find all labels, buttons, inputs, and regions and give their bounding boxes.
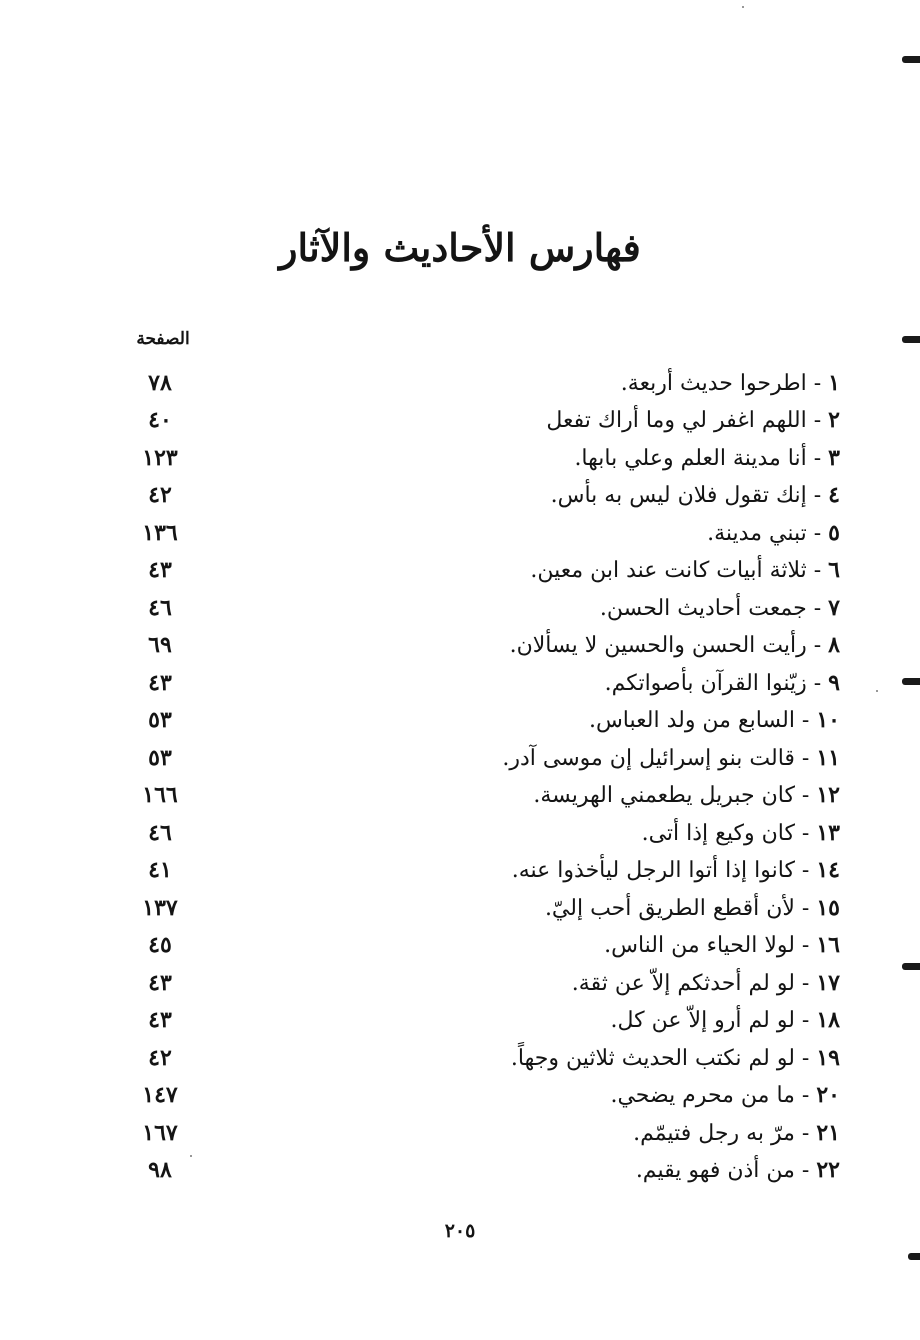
entry-number: ٢١ <box>816 1119 840 1146</box>
page-number-footer: ٢٠٥ <box>444 1220 476 1242</box>
entry-separator: - <box>794 1158 817 1184</box>
entry-number: ١٨ <box>816 1007 840 1034</box>
index-entry <box>110 1114 840 1152</box>
entry-line <box>210 370 840 396</box>
entry-text: كان وكيع إذا أتى. <box>641 820 795 846</box>
entry-number: ٣ <box>828 444 840 471</box>
entry-number: ٥ <box>828 519 840 546</box>
entry-line <box>210 1007 840 1033</box>
index-entry <box>110 739 840 777</box>
scan-speck <box>190 1155 192 1157</box>
index-entry <box>110 702 840 740</box>
page-title: فهارس الأحاديث والآثار <box>279 225 641 270</box>
entry-number: ١٣ <box>816 819 840 846</box>
entry-line <box>210 932 840 958</box>
index-entry <box>110 589 840 627</box>
entry-line <box>210 1120 840 1146</box>
entry-text: أنا مدينة العلم وعلي بابها. <box>574 445 807 471</box>
entry-separator: - <box>806 408 829 434</box>
edge-mark <box>908 1253 920 1260</box>
entry-page-number: ٤٠ <box>148 407 172 434</box>
entry-page-number: ٥٣ <box>148 707 172 734</box>
index-entry <box>110 777 840 815</box>
entry-text: لو لم أحدثكم إلاّ عن ثقة. <box>571 970 795 996</box>
entry-line <box>210 895 840 921</box>
index-entry <box>110 514 840 552</box>
entry-line <box>210 407 840 433</box>
edge-mark <box>902 56 920 63</box>
entry-number: ٢٢ <box>816 1157 840 1184</box>
index-entry <box>110 477 840 515</box>
entry-number: ١١ <box>816 744 840 771</box>
edge-mark <box>902 336 920 343</box>
entry-page-number: ٥٣ <box>148 744 172 771</box>
entry-separator: - <box>806 370 829 396</box>
entry-line <box>210 595 840 621</box>
index-entry <box>110 402 840 440</box>
entry-number: ٧ <box>828 594 840 621</box>
edge-mark <box>902 963 920 970</box>
entry-page-number: ١٤٧ <box>142 1082 178 1109</box>
scan-speck <box>742 6 744 8</box>
entry-page-number: ٩٨ <box>148 1157 172 1184</box>
page-column-header: الصفحة <box>136 329 190 349</box>
index-entry <box>110 1077 840 1115</box>
index-list <box>110 364 840 1189</box>
entry-number: ٢ <box>828 407 840 434</box>
entry-line <box>210 1082 840 1108</box>
entry-page-number: ٤٢ <box>148 1044 172 1071</box>
index-entry <box>110 1039 840 1077</box>
index-entry <box>110 627 840 665</box>
entry-text: جمعت أحاديث الحسن. <box>599 595 807 621</box>
entry-number: ١٠ <box>816 707 840 734</box>
index-entry <box>110 927 840 965</box>
index-entry <box>110 814 840 852</box>
entry-separator: - <box>794 1008 817 1034</box>
entry-page-number: ٤٥ <box>148 932 172 959</box>
entry-text: مرّ به رجل فتيمّم. <box>633 1120 795 1146</box>
entry-separator: - <box>794 783 817 809</box>
entry-separator: - <box>794 708 817 734</box>
index-entry <box>110 364 840 402</box>
entry-page-number: ٤٣ <box>148 669 172 696</box>
entry-line <box>210 1157 840 1183</box>
index-entry <box>110 552 840 590</box>
entry-separator: - <box>806 445 829 471</box>
index-entry <box>110 439 840 477</box>
entry-number: ٢٠ <box>816 1082 840 1109</box>
entry-separator: - <box>794 895 817 921</box>
entry-text: السابع من ولد العباس. <box>588 708 795 734</box>
entry-text: ثلاثة أبيات كانت عند ابن معين. <box>530 558 807 584</box>
entry-line <box>210 482 840 508</box>
entry-separator: - <box>794 858 817 884</box>
entry-separator: - <box>806 595 829 621</box>
entry-line <box>210 632 840 658</box>
entry-line <box>210 520 840 546</box>
entry-line <box>210 782 840 808</box>
entry-page-number: ٧٨ <box>148 369 172 396</box>
entry-text: لو لم نكتب الحديث ثلاثين وجهاً. <box>510 1045 795 1071</box>
index-entry <box>110 1002 840 1040</box>
entry-text: لأن أقطع الطريق أحب إليّ. <box>544 895 795 921</box>
entry-separator: - <box>794 933 817 959</box>
entry-page-number: ٤٦ <box>148 819 172 846</box>
scan-speck <box>876 690 878 692</box>
entry-number: ١٩ <box>816 1044 840 1071</box>
entry-separator: - <box>806 520 829 546</box>
entry-line <box>210 857 840 883</box>
entry-separator: - <box>806 670 829 696</box>
entry-page-number: ٤١ <box>148 857 172 884</box>
entry-number: ١٤ <box>816 857 840 884</box>
edge-mark <box>902 678 920 685</box>
entry-number: ٦ <box>828 557 840 584</box>
entry-text: زيّنوا القرآن بأصواتكم. <box>604 670 807 696</box>
entry-text: ما من محرم يضحي. <box>610 1083 795 1109</box>
entry-line <box>210 707 840 733</box>
index-entry <box>110 852 840 890</box>
index-entry <box>110 664 840 702</box>
entry-separator: - <box>794 1045 817 1071</box>
entry-text: من أذن فهو يقيم. <box>635 1158 795 1184</box>
entry-separator: - <box>806 483 829 509</box>
entry-text: تبني مدينة. <box>707 520 807 546</box>
entry-number: ٩ <box>828 669 840 696</box>
entry-page-number: ٦٩ <box>148 632 172 659</box>
entry-text: كان جبريل يطعمني الهريسة. <box>533 783 795 809</box>
entry-page-number: ٤٢ <box>148 482 172 509</box>
entry-number: ١٥ <box>816 894 840 921</box>
entry-line <box>210 970 840 996</box>
entry-text: اللهم اغفر لي وما أراك تفعل <box>546 408 807 434</box>
entry-text: كانوا إذا أتوا الرجل ليأخذوا عنه. <box>511 858 795 884</box>
entry-page-number: ١٦٦ <box>142 782 178 809</box>
entry-line <box>210 557 840 583</box>
entry-separator: - <box>806 633 829 659</box>
entry-separator: - <box>794 745 817 771</box>
entry-text: لو لم أرو إلاّ عن كل. <box>610 1008 795 1034</box>
entry-line <box>210 745 840 771</box>
entry-separator: - <box>794 970 817 996</box>
entry-text: قالت بنو إسرائيل إن موسى آدر. <box>502 745 795 771</box>
entry-page-number: ١٣٧ <box>142 894 178 921</box>
entry-line <box>210 670 840 696</box>
entry-number: ١٧ <box>816 969 840 996</box>
entry-number: ١٦ <box>816 932 840 959</box>
entry-page-number: ١٣٦ <box>142 519 178 546</box>
entry-page-number: ٤٦ <box>148 594 172 621</box>
entry-separator: - <box>806 558 829 584</box>
entry-separator: - <box>794 1120 817 1146</box>
entry-page-number: ١٢٣ <box>142 444 178 471</box>
entry-page-number: ١٦٧ <box>142 1119 178 1146</box>
index-entry <box>110 1152 840 1190</box>
entry-page-number: ٤٣ <box>148 1007 172 1034</box>
entry-text: رأيت الحسن والحسين لا يسألان. <box>509 633 807 659</box>
entry-separator: - <box>794 1083 817 1109</box>
entry-separator: - <box>794 820 817 846</box>
entry-page-number: ٤٣ <box>148 969 172 996</box>
entry-text: اطرحوا حديث أربعة. <box>620 370 807 396</box>
entry-line <box>210 1045 840 1071</box>
entry-text: إنك تقول فلان ليس به بأس. <box>550 483 807 509</box>
index-entry <box>110 889 840 927</box>
entry-number: ٤ <box>828 482 840 509</box>
entry-line <box>210 820 840 846</box>
entry-number: ١ <box>828 369 840 396</box>
entry-number: ٨ <box>828 632 840 659</box>
entry-text: لولا الحياء من الناس. <box>604 933 795 959</box>
index-entry <box>110 964 840 1002</box>
entry-page-number: ٤٣ <box>148 557 172 584</box>
entry-line <box>210 445 840 471</box>
entry-number: ١٢ <box>816 782 840 809</box>
